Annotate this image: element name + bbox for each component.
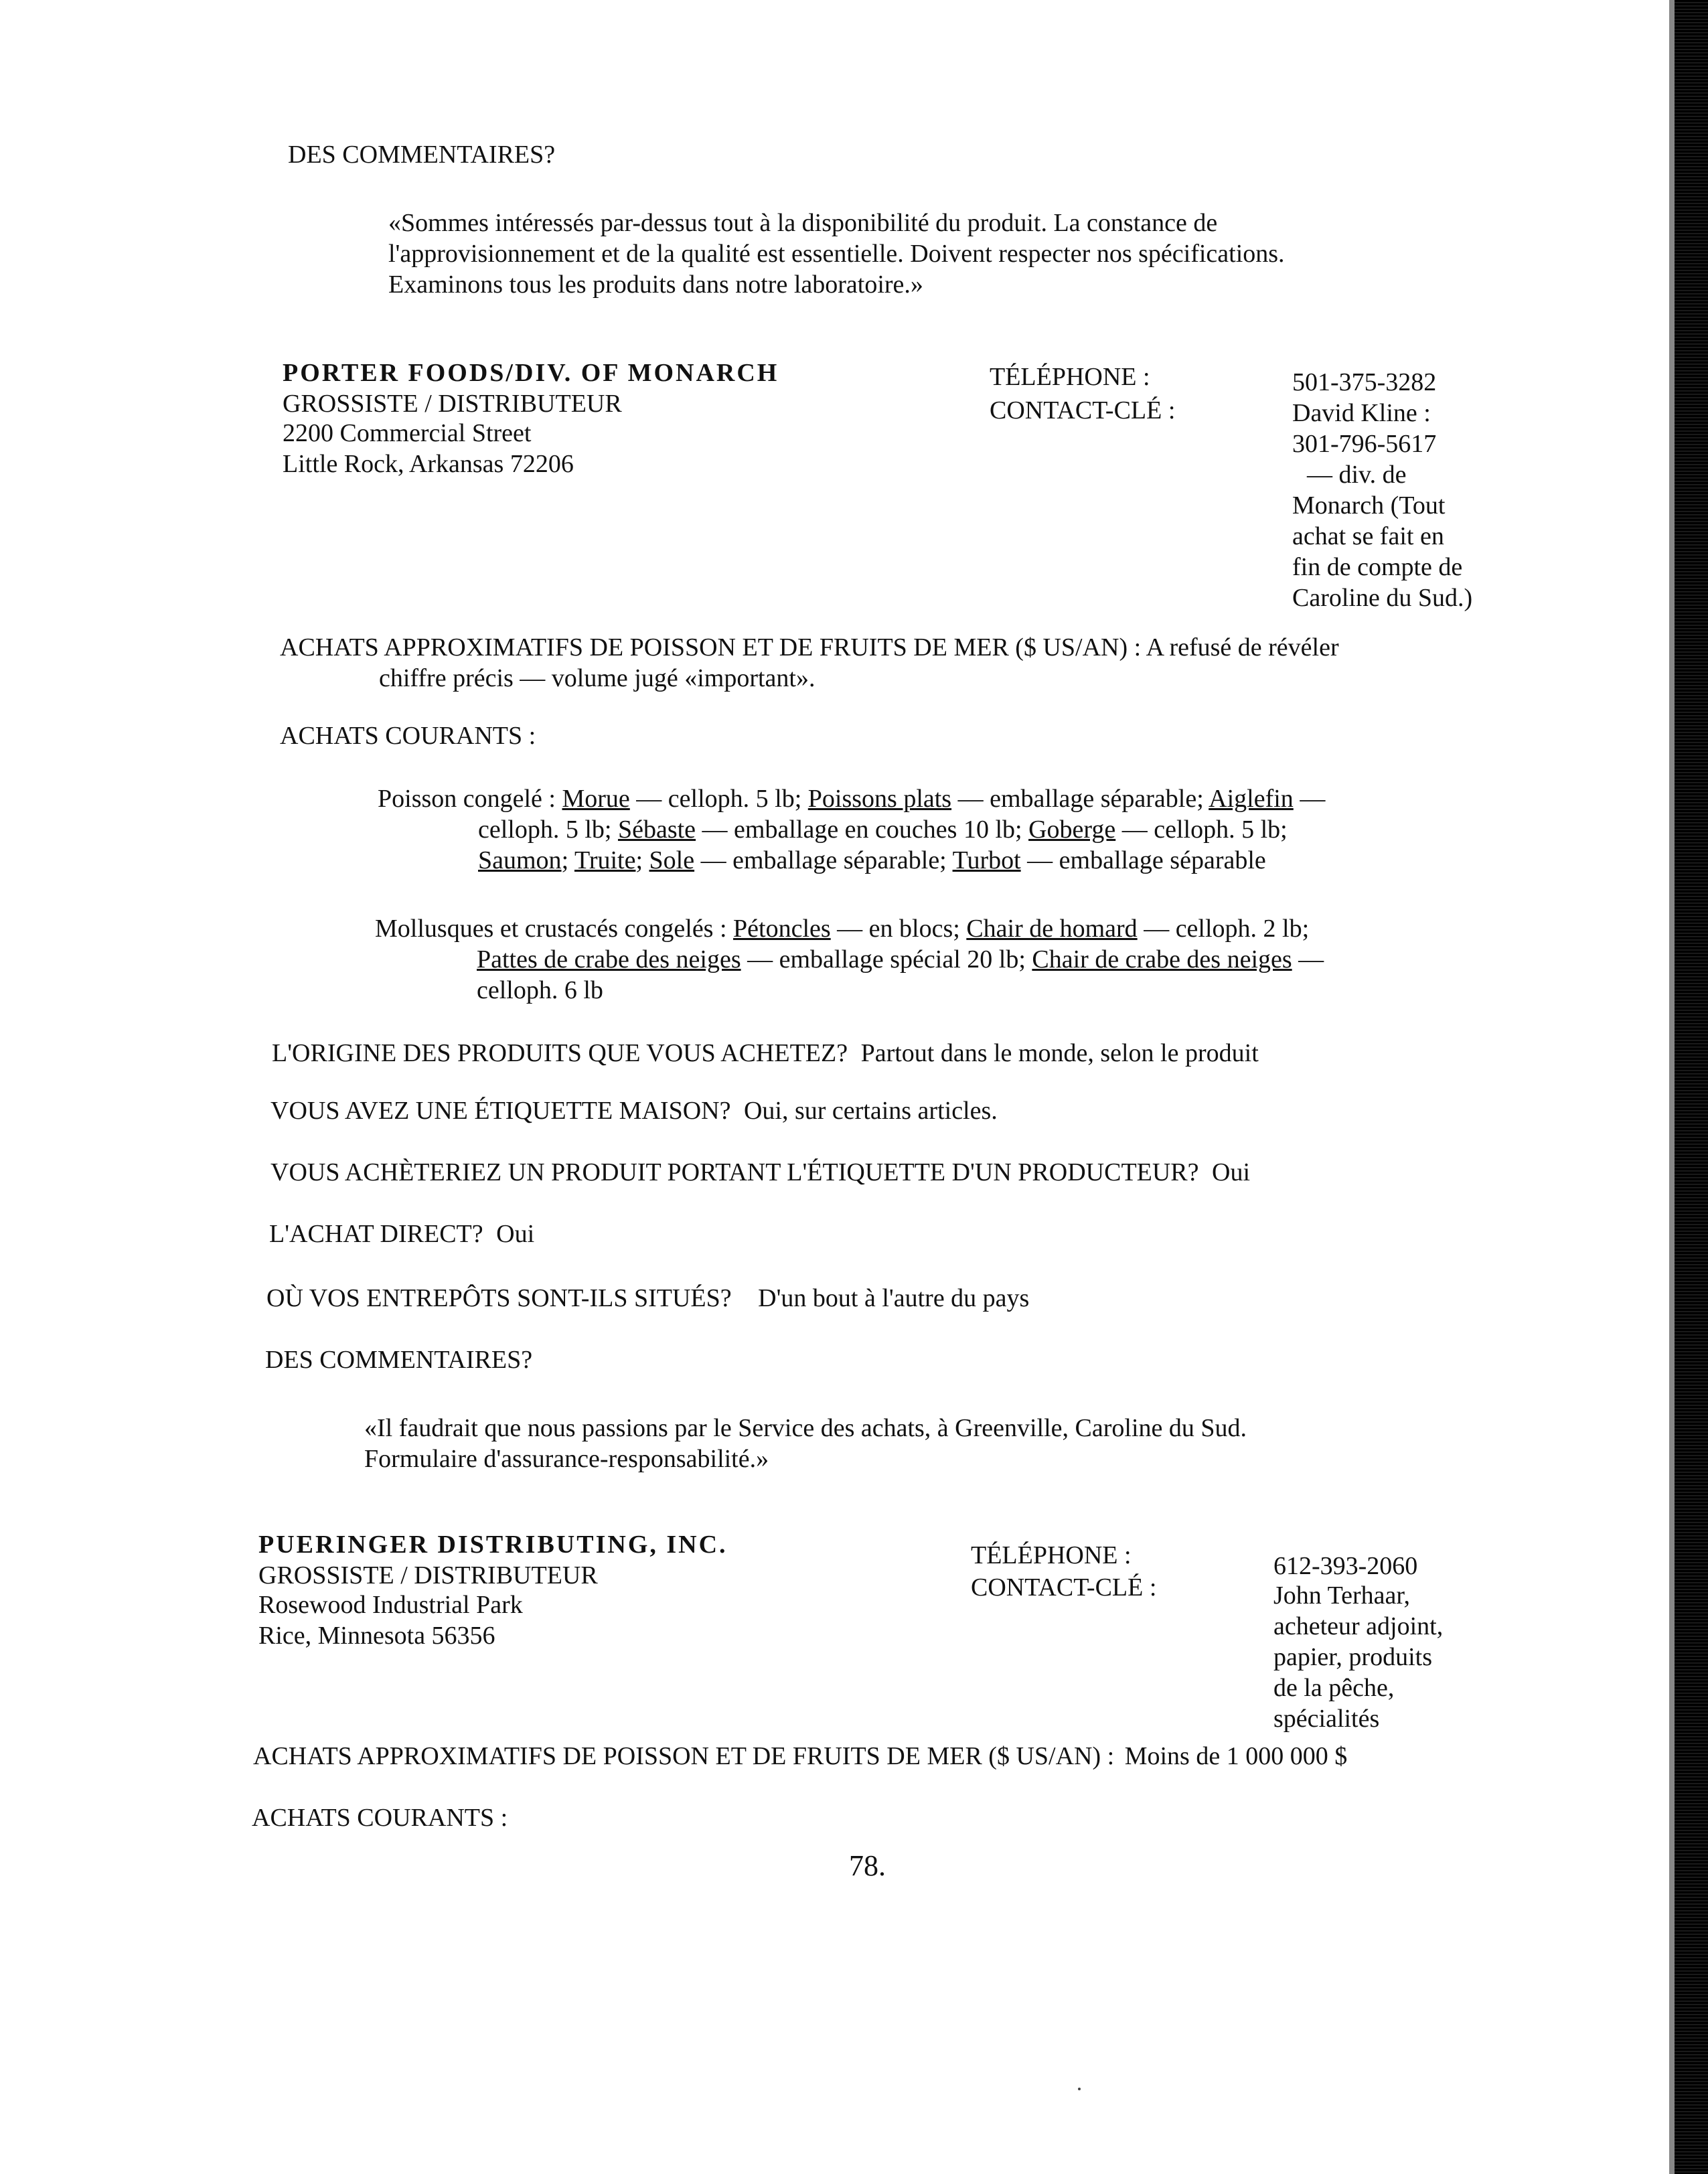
shellfish-line: [477, 944, 1324, 975]
question-text: L'ORIGINE DES PRODUITS QUE VOUS ACHETEZ?: [272, 1039, 848, 1067]
product-name: Aiglefin: [1209, 785, 1294, 813]
purchases-value: A refusé de révéler: [1146, 633, 1339, 662]
comments-quote: [364, 1413, 1435, 1474]
product-desc: ;: [561, 846, 574, 874]
contact-line: David Kline :: [1292, 399, 1431, 427]
scan-speck: [1078, 2088, 1081, 2090]
contact-line: fin de compte de: [1292, 553, 1463, 581]
frozen-fish-line: [478, 814, 1288, 845]
product-desc: —: [1292, 945, 1324, 974]
contact-label: CONTACT-CLÉ :: [971, 1573, 1157, 1602]
product-name: Poissons plats: [807, 785, 952, 813]
purchases-line: [253, 1741, 1347, 1772]
contact-line: spécialités: [1273, 1705, 1380, 1733]
answer-text: Partout dans le monde, selon le produit: [860, 1039, 1259, 1067]
contact-line: papier, produits: [1273, 1643, 1432, 1671]
product-desc: — celloph. 5 lb;: [629, 785, 808, 813]
page-number: 78.: [849, 1849, 886, 1882]
shellfish-line: [375, 913, 1309, 944]
company-city: Rice, Minnesota 56356: [258, 1622, 495, 1650]
current-purchases-label: ACHATS COURANTS :: [252, 1804, 508, 1832]
company-city: Little Rock, Arkansas 72206: [283, 450, 574, 478]
company-type: GROSSISTE / DISTRIBUTEUR: [258, 1561, 598, 1589]
frozen-fish-label: Poisson congelé :: [378, 785, 556, 813]
product-name: Goberge: [1028, 816, 1116, 844]
producer-question: [270, 1157, 1250, 1188]
phone-value: 501-375-3282: [1292, 368, 1437, 396]
phone-label: TÉLÉPHONE :: [990, 363, 1150, 391]
company-type: GROSSISTE / DISTRIBUTEUR: [283, 390, 622, 418]
contact-line: — div. de: [1307, 461, 1407, 489]
company-address: 2200 Commercial Street: [283, 419, 532, 447]
company-name: PORTER FOODS/DIV. OF MONARCH: [283, 359, 779, 387]
shellfish-label: Mollusques et crustacés congelés :: [375, 915, 727, 943]
purchases-label: ACHATS APPROXIMATIFS DE POISSON ET DE FRUITS DE MER ($ US/AN) :: [253, 1742, 1115, 1770]
contact-value: [1273, 1580, 1494, 1734]
contact-line: Caroline du Sud.): [1292, 584, 1473, 612]
product-desc: — emballage séparable;: [951, 785, 1209, 813]
product-desc: — en blocs;: [830, 915, 967, 943]
phone-value: 612-393-2060: [1273, 1552, 1418, 1580]
comments-label: DES COMMENTAIRES?: [288, 141, 556, 169]
current-purchases-label: ACHATS COURANTS :: [280, 722, 536, 750]
purchases-line: [280, 632, 1339, 663]
origin-question: [272, 1038, 1259, 1069]
purchases-value-cont: chiffre précis — volume jugé «important».: [379, 664, 816, 692]
comments-quote: [388, 208, 1460, 300]
direct-question: [269, 1219, 534, 1249]
contact-line: 301-796-5617: [1292, 430, 1437, 458]
product-desc: — emballage en couches 10 lb;: [696, 816, 1029, 844]
answer-text: Oui: [496, 1220, 535, 1248]
contact-label: CONTACT-CLÉ :: [990, 396, 1176, 424]
shellfish-line: celloph. 6 lb: [477, 976, 603, 1004]
page-edge: [1675, 0, 1708, 2174]
question-text: VOUS AVEZ UNE ÉTIQUETTE MAISON?: [270, 1097, 731, 1125]
quote-line: l'approvisionnement et de la qualité est essentielle. Doivent respecter nos spécifications.: [388, 240, 1285, 268]
question-text: L'ACHAT DIRECT?: [269, 1220, 483, 1248]
label-question: [270, 1095, 998, 1126]
question-text: VOUS ACHÈTERIEZ UN PRODUIT PORTANT L'ÉTIQUETTE D'UN PRODUCTEUR?: [270, 1158, 1199, 1186]
contact-value: [1292, 398, 1513, 613]
purchases-value: Moins de 1 000 000 $: [1124, 1742, 1348, 1770]
answer-text: Oui, sur certains articles.: [743, 1097, 998, 1125]
product-desc: — emballage séparable;: [694, 846, 953, 874]
quote-line: «Il faudrait que nous passions par le Service des achats, à Greenville, Caroline du Sud.: [364, 1414, 1247, 1442]
product-desc: —: [1293, 785, 1326, 813]
product-name: Turbot: [952, 846, 1021, 874]
frozen-fish-line: [378, 783, 1325, 814]
purchases-label: ACHATS APPROXIMATIFS DE POISSON ET DE FRUITS DE MER ($ US/AN) :: [280, 633, 1142, 662]
page-edge-shadow: [1669, 0, 1675, 2174]
product-name: Sole: [649, 846, 695, 874]
contact-line: de la pêche,: [1273, 1674, 1395, 1702]
product-name: Chair de crabe des neiges: [1032, 945, 1292, 974]
contact-line: achat se fait en: [1292, 522, 1444, 550]
contact-line: acheteur adjoint,: [1273, 1612, 1444, 1640]
product-desc: — celloph. 2 lb;: [1137, 915, 1310, 943]
product-desc: — emballage spécial 20 lb;: [741, 945, 1032, 974]
frozen-fish-line: [478, 845, 1266, 876]
contact-line: John Terhaar,: [1273, 1581, 1411, 1610]
product-name: Chair de homard: [966, 915, 1138, 943]
answer-text: D'un bout à l'autre du pays: [758, 1284, 1030, 1312]
question-text: OÙ VOS ENTREPÔTS SONT-ILS SITUÉS?: [266, 1284, 732, 1312]
quote-line: Formulaire d'assurance-responsabilité.»: [364, 1445, 769, 1473]
answer-text: Oui: [1212, 1158, 1251, 1186]
product-desc: — emballage séparable: [1020, 846, 1266, 874]
company-address: Rosewood Industrial Park: [258, 1591, 523, 1619]
phone-label: TÉLÉPHONE :: [971, 1541, 1132, 1569]
quote-line: Examinons tous les produits dans notre laboratoire.»: [388, 270, 923, 299]
quote-line: «Sommes intéressés par-dessus tout à la disponibilité du produit. La constance de: [388, 209, 1218, 237]
product-name: Pattes de crabe des neiges: [477, 945, 741, 974]
product-name: Sébaste: [617, 816, 696, 844]
product-name: Morue: [562, 785, 630, 813]
contact-line: Monarch (Tout: [1292, 491, 1446, 520]
comments-label: DES COMMENTAIRES?: [265, 1346, 533, 1374]
product-desc: — celloph. 5 lb;: [1115, 816, 1288, 844]
warehouse-question: [266, 1283, 1029, 1314]
product-name: Pétoncles: [733, 915, 831, 943]
product-name: Saumon: [478, 846, 562, 874]
company-name: PUERINGER DISTRIBUTING, INC.: [258, 1531, 728, 1559]
product-desc: ;: [635, 846, 649, 874]
product-name: Truite: [574, 846, 636, 874]
product-desc: celloph. 5 lb;: [478, 816, 618, 844]
